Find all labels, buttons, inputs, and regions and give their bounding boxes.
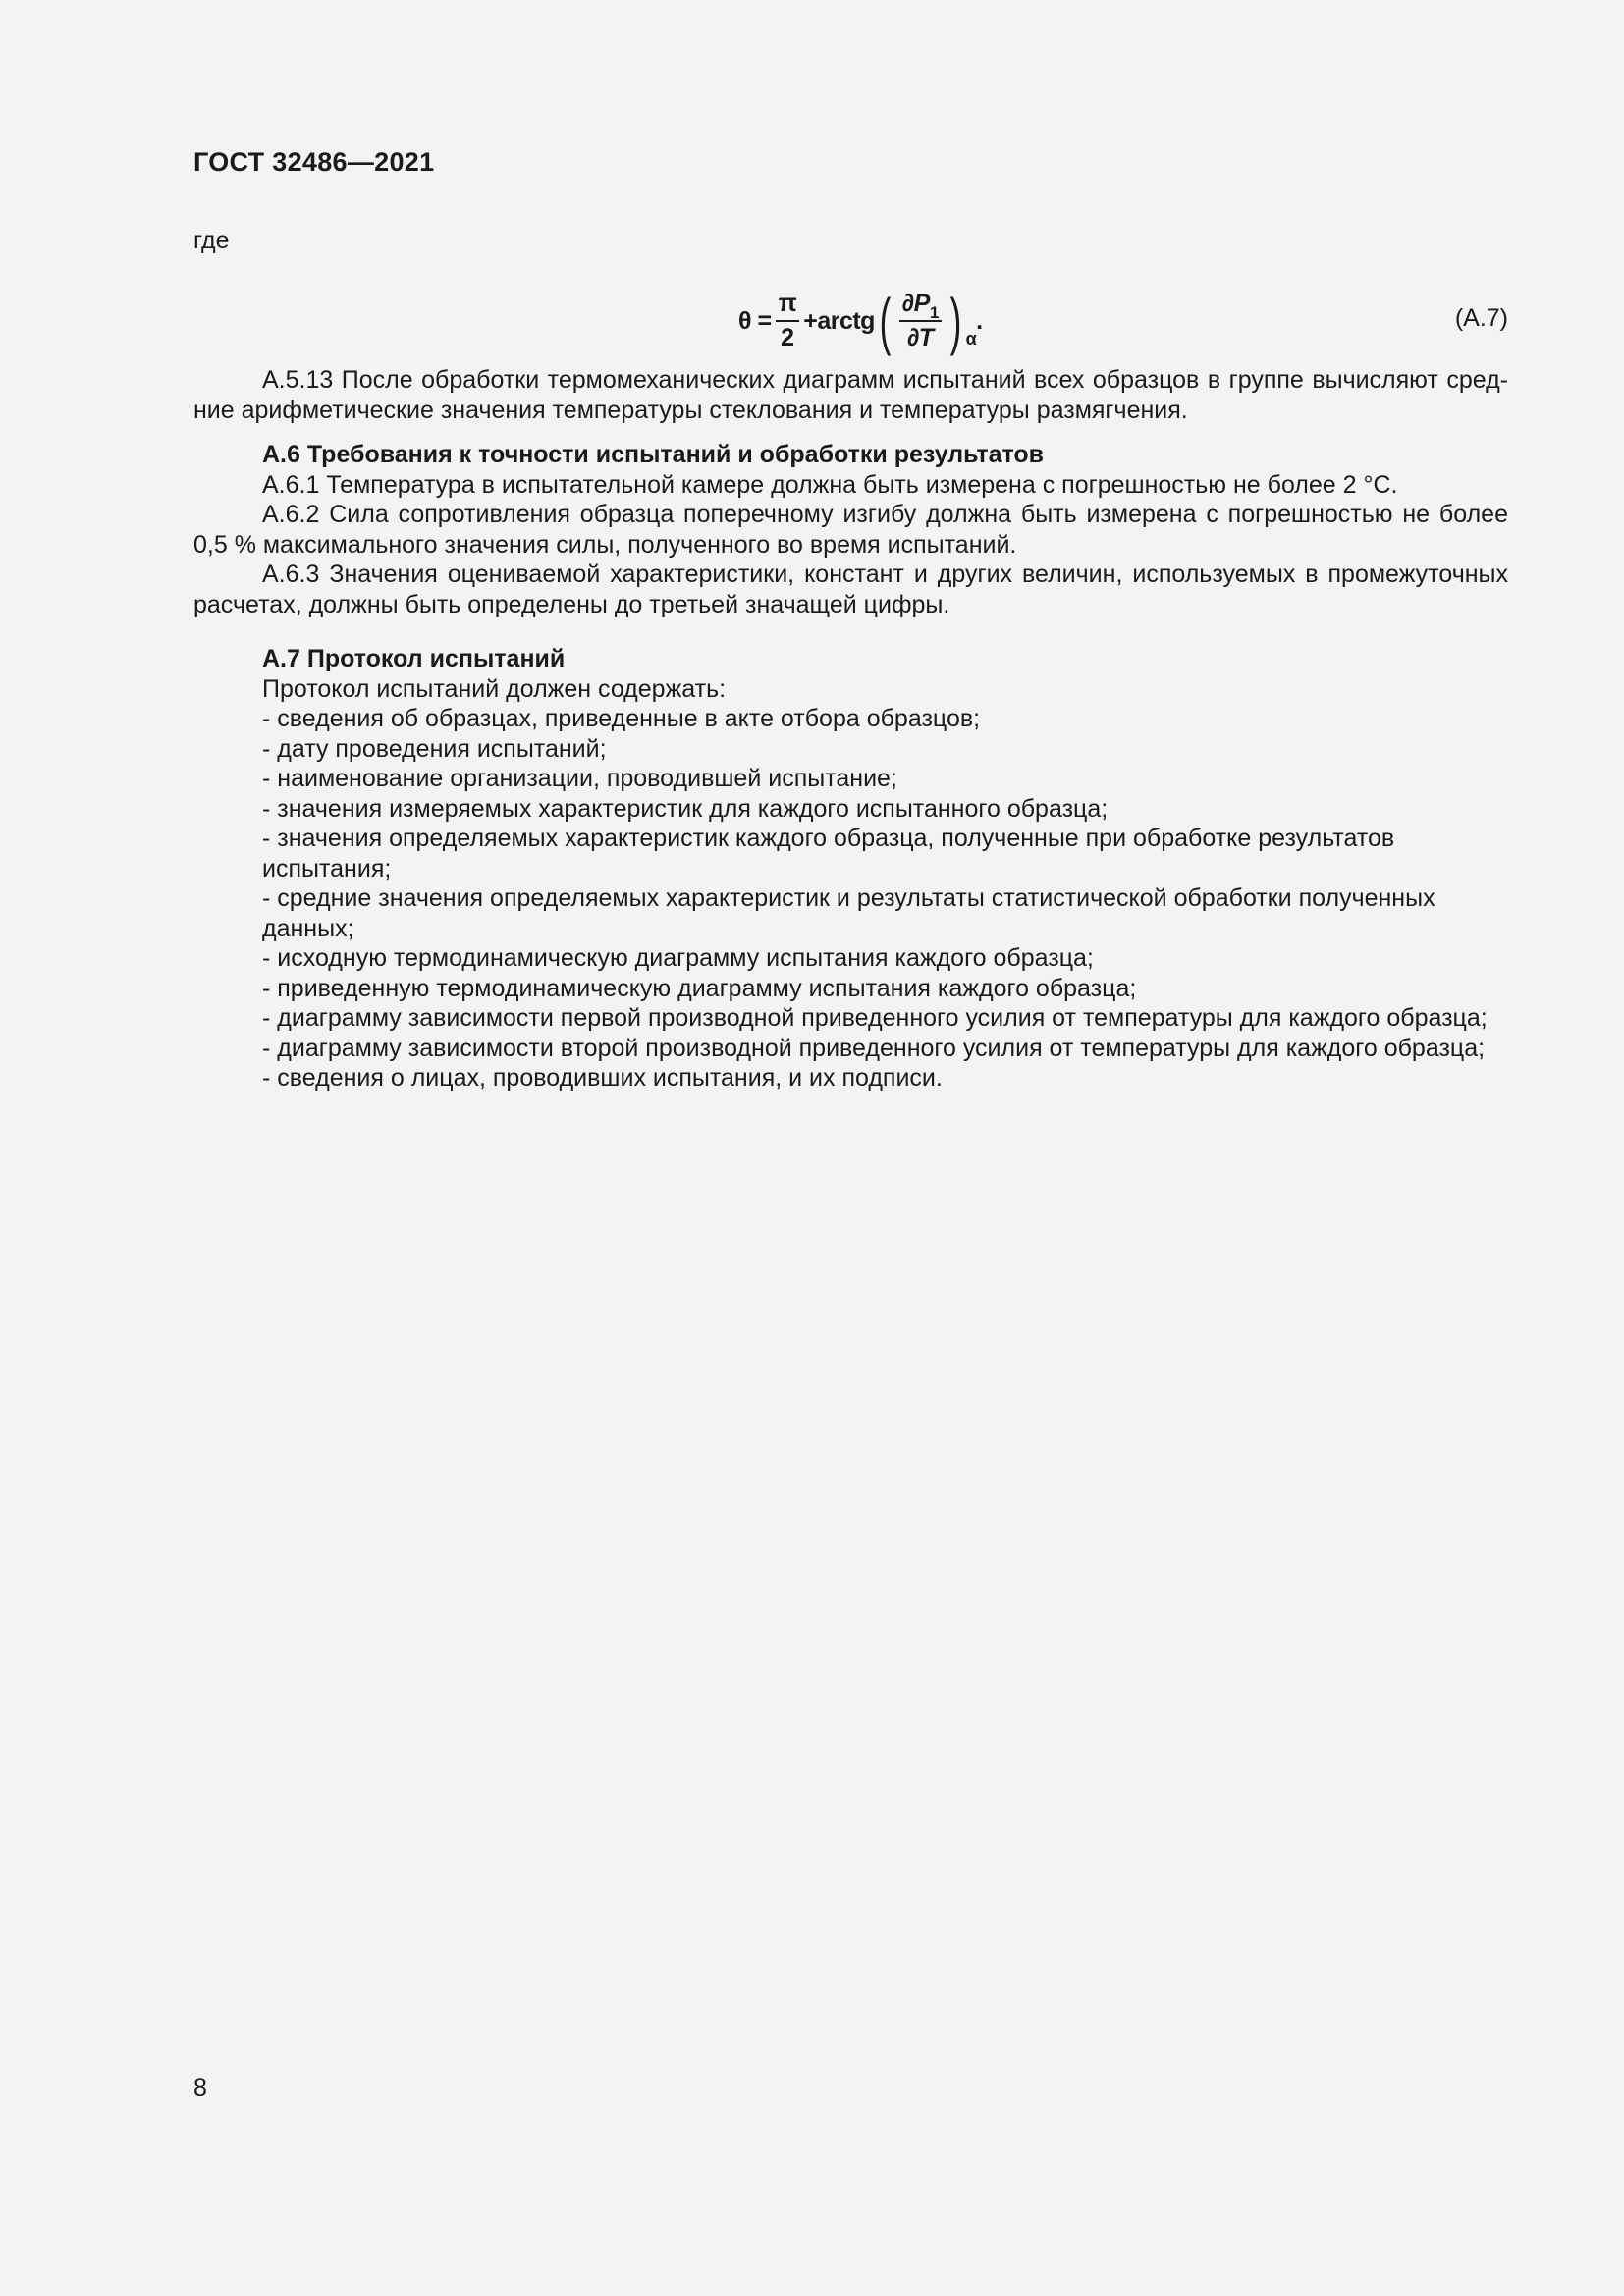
list-item: - приведенную термодинамическую диаграмму испытания каждого образца; [262, 974, 1137, 1002]
where-label: где [193, 227, 230, 254]
paragraph-a5-13: А.5.13 После обработки термомеханических диаграмм испытаний всех образцов в группе вычисляют сред- ние арифметические значения температуры стеклования и температуры размягчения. [193, 366, 1508, 424]
formula-function: arctg [817, 306, 875, 335]
section-a7 [193, 644, 1508, 1094]
formula-subscript: α [965, 328, 977, 348]
formula-trailing-dot: . [976, 306, 983, 335]
paragraph-a6-3: А.6.3 Значения оцениваемой характеристики, констант и других величин, используемых в промежуточных расчетах, должны быть определены до третьей значащей цифры. [193, 561, 1508, 618]
list-item: - диаграмму зависимости второй производной приведенного усилия от температуры для каждого образца; [262, 1034, 1486, 1062]
list-item: - исходную термодинамическую диаграмму испытания каждого образца; [262, 944, 1094, 972]
protocol-intro: Протокол испытаний должен содержать: [262, 674, 727, 703]
formula-pi-numerator: π [776, 292, 800, 322]
section-a6 [193, 440, 1508, 619]
list-item: - значения измеряемых характеристик для каждого испытанного образца; [262, 794, 1109, 823]
equation-number: (А.7) [1454, 304, 1508, 332]
formula-derivative-numerator: $\partial P_1$ [899, 292, 942, 322]
document-code-header: ГОСТ 32486—2021 [193, 147, 435, 177]
formula-pi-fraction [776, 292, 800, 350]
formula-derivative-fraction [899, 292, 942, 350]
section-a5-13 [193, 365, 1508, 425]
list-item: - сведения о лицах, проводивших испытания, и их подписи. [262, 1064, 943, 1092]
section-title-a6: А.6 Требования к точности испытаний и обработки результатов [262, 441, 1045, 468]
list-item: - дату проведения испытаний; [262, 734, 607, 763]
formula-plus: + [803, 306, 818, 335]
formula-derivative-denominator: ∂T [906, 324, 934, 351]
paragraph-a6-2: А.6.2 Сила сопротивления образца поперечному изгибу должна быть измерена с погрешностью не более 0,5 % максимального значения силы, полученного во время испытаний. [193, 501, 1508, 559]
page-number: 8 [193, 2074, 207, 2102]
formula-right-paren: ) [949, 286, 961, 356]
protocol-list [193, 704, 1508, 1094]
list-item: - диаграмму зависимости первой производной приведенного усилия от температуры для каждого образца; [262, 1004, 1488, 1032]
formula-pi-denominator: 2 [781, 324, 794, 351]
list-item: - значения определяемых характеристик каждого образца, полученные при обработке результатов испытания; [262, 825, 1395, 882]
list-item: - сведения об образцах, приведенные в акте отбора образцов; [262, 705, 981, 732]
list-item: - наименование организации, проводившей испытание; [262, 765, 897, 792]
list-item: - средние значения определяемых характеристик и результаты статистической обработки полученных данных; [262, 884, 1435, 942]
formula-a7 [738, 277, 983, 365]
section-title-a7: А.7 Протокол испытаний [262, 645, 566, 672]
paragraph-a6-1: А.6.1 Температура в испытательной камере должна быть измерена с погрешностью не более 2 °С. [262, 470, 1398, 499]
formula-lhs: θ = [738, 306, 772, 335]
formula-left-paren: ( [879, 286, 892, 356]
